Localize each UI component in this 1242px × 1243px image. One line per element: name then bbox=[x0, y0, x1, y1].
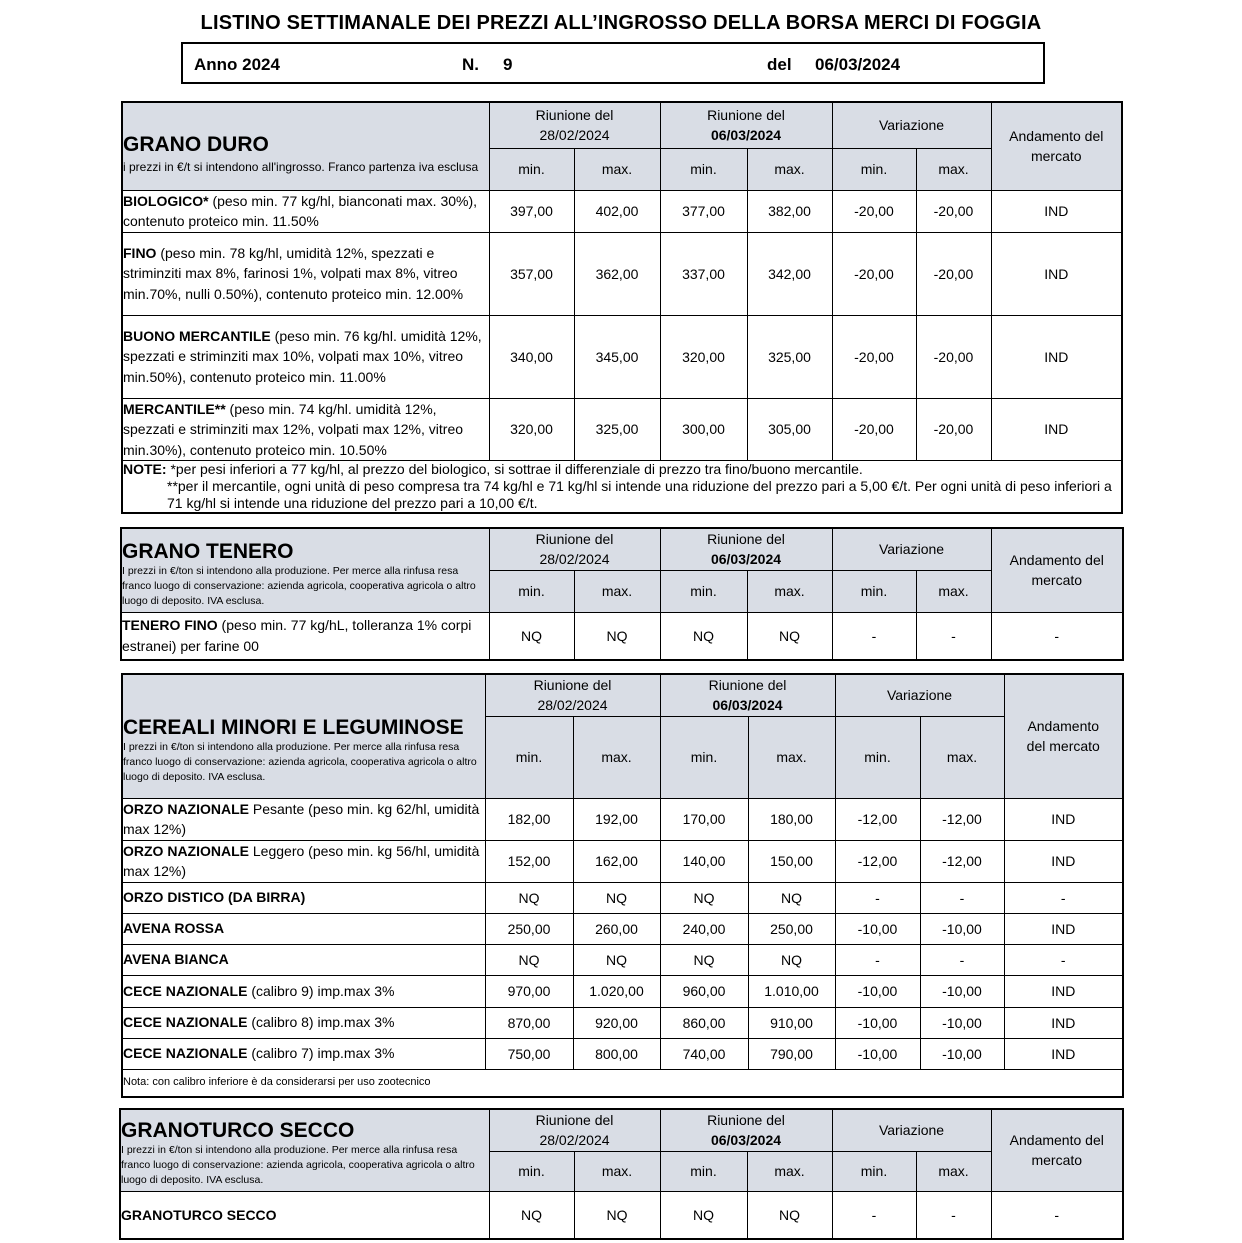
table-row bbox=[122, 398, 1122, 461]
table-row bbox=[122, 913, 1123, 944]
section-title: GRANO DURO bbox=[123, 133, 269, 157]
product-spec: (peso min. 78 kg/hl, umidità 12%, spezzati e striminziti max 8%, farinosi 1%, volpati max 8%, vitreo min.70%, nulli 0.50%), contenuto proteico min. 12.00% bbox=[123, 244, 464, 302]
product-description bbox=[122, 882, 485, 913]
table-row bbox=[122, 190, 1122, 232]
andamento: - bbox=[1004, 944, 1123, 975]
prezzo-curr-max: NQ bbox=[747, 1191, 832, 1239]
riunione-prev-header: Riunione del 28/02/2024 bbox=[489, 528, 660, 570]
product-description bbox=[122, 840, 485, 882]
variazione-max: -10,00 bbox=[920, 1007, 1004, 1038]
table-row bbox=[122, 840, 1123, 882]
prezzo-curr-min: NQ bbox=[660, 612, 747, 660]
prezzo-curr-min: 140,00 bbox=[660, 840, 748, 882]
table-row bbox=[122, 975, 1123, 1007]
prezzo-prev-min: 320,00 bbox=[489, 398, 574, 461]
product-spec: (peso min. 74 kg/hl. umidità 12%, spezzati e striminziti max 12%, volpati max 12%, vitreo min.30%), contenuto proteico min. 10.50% bbox=[123, 400, 464, 458]
prezzo-prev-max: 402,00 bbox=[574, 190, 660, 232]
product-spec: (peso min. 77 kg/hl, bianconati max. 30%), contenuto proteico min. 11.50% bbox=[123, 192, 478, 229]
max-header: max. bbox=[916, 1151, 991, 1191]
prezzo-prev-min: NQ bbox=[485, 882, 573, 913]
prezzo-prev-min: 250,00 bbox=[485, 913, 573, 944]
granoturco-table bbox=[119, 1108, 1124, 1240]
max-header: max. bbox=[748, 716, 835, 798]
max-header: max. bbox=[916, 570, 991, 612]
variazione-min: -20,00 bbox=[832, 190, 916, 232]
table-row bbox=[122, 315, 1122, 398]
section-subtitle: I prezzi in €/ton si intendono alla produzione. Per merce alla rinfusa resa franco luogo di conservazione: azienda agricola, cooperativa agricola o altro luogo di deposito. IVA esclusa. bbox=[122, 564, 476, 607]
table-row bbox=[122, 944, 1123, 975]
product-name: FINO bbox=[123, 244, 157, 261]
variazione-max: -12,00 bbox=[920, 798, 1004, 840]
prezzo-curr-max: 250,00 bbox=[748, 913, 835, 944]
prezzo-curr-max: 382,00 bbox=[747, 190, 832, 232]
max-header: max. bbox=[574, 1151, 660, 1191]
min-header: min. bbox=[832, 570, 916, 612]
prezzo-curr-max: 342,00 bbox=[747, 232, 832, 315]
variazione-min: -20,00 bbox=[832, 398, 916, 461]
riunione-prev-header: Riunione del 28/02/2024 bbox=[489, 102, 660, 148]
variazione-max: -20,00 bbox=[916, 315, 991, 398]
prezzo-prev-min: NQ bbox=[485, 944, 573, 975]
prezzo-prev-min: 152,00 bbox=[485, 840, 573, 882]
product-name: CECE NAZIONALE bbox=[123, 1045, 248, 1062]
product-name: GRANOTURCO SECCO bbox=[121, 1206, 277, 1223]
product-name: ORZO DISTICO (DA BIRRA) bbox=[123, 889, 306, 906]
min-header: min. bbox=[485, 716, 573, 798]
prezzo-curr-max: 325,00 bbox=[747, 315, 832, 398]
variazione-max: - bbox=[916, 1191, 991, 1239]
bulletin-header bbox=[181, 42, 1045, 84]
riunione-curr-header: Riunione del 06/03/2024 bbox=[660, 102, 832, 148]
min-header: min. bbox=[832, 148, 916, 190]
product-name: CECE NAZIONALE bbox=[123, 982, 248, 999]
product-spec: (calibro 8) imp.max 3% bbox=[247, 1014, 395, 1031]
variazione-max: - bbox=[920, 944, 1004, 975]
product-description bbox=[122, 1007, 485, 1038]
section-title: GRANO TENERO bbox=[122, 539, 294, 563]
section-subtitle: i prezzi in €/t si intendono all'ingrosso. Franco partenza iva esclusa bbox=[123, 160, 479, 175]
prezzo-prev-min: 340,00 bbox=[489, 315, 574, 398]
prezzo-prev-min: 357,00 bbox=[489, 232, 574, 315]
prezzo-prev-max: NQ bbox=[574, 1191, 660, 1239]
variazione-min: - bbox=[832, 612, 916, 660]
product-spec: (calibro 7) imp.max 3% bbox=[247, 1045, 395, 1062]
note-calibro: Nota: con calibro inferiore è da considerarsi per uso zootecnico bbox=[122, 1069, 1123, 1097]
variazione-max: -10,00 bbox=[920, 1038, 1004, 1069]
prezzo-curr-max: 790,00 bbox=[748, 1038, 835, 1069]
section-header bbox=[122, 102, 489, 190]
prezzo-prev-min: 870,00 bbox=[485, 1007, 573, 1038]
riunione-curr-header: Riunione del 06/03/2024 bbox=[660, 1109, 832, 1151]
prezzo-prev-max: NQ bbox=[573, 882, 660, 913]
product-description bbox=[122, 798, 485, 840]
variazione-min: - bbox=[835, 882, 920, 913]
prezzo-prev-max: NQ bbox=[574, 612, 660, 660]
product-description bbox=[122, 232, 489, 315]
table-row bbox=[120, 1191, 1123, 1239]
variazione-max: -20,00 bbox=[916, 398, 991, 461]
prezzo-curr-max: 305,00 bbox=[747, 398, 832, 461]
prezzo-prev-max: 800,00 bbox=[573, 1038, 660, 1069]
min-header: min. bbox=[835, 716, 920, 798]
prezzo-prev-min: NQ bbox=[489, 612, 574, 660]
variazione-min: -20,00 bbox=[832, 232, 916, 315]
prezzo-prev-min: 970,00 bbox=[485, 975, 573, 1007]
variazione-min: - bbox=[832, 1191, 916, 1239]
prezzo-prev-max: 325,00 bbox=[574, 398, 660, 461]
variazione-min: - bbox=[835, 944, 920, 975]
max-header: max. bbox=[573, 716, 660, 798]
variazione-max: -20,00 bbox=[916, 232, 991, 315]
product-name: BUONO MERCANTILE bbox=[123, 327, 271, 344]
min-header: min. bbox=[489, 1151, 574, 1191]
product-description bbox=[122, 1038, 485, 1069]
table-row bbox=[122, 1007, 1123, 1038]
cereali-minori-table bbox=[121, 673, 1124, 1098]
variazione-min: -12,00 bbox=[835, 798, 920, 840]
product-name: TENERO FINO bbox=[122, 617, 218, 634]
prezzo-prev-max: 192,00 bbox=[573, 798, 660, 840]
section-header bbox=[121, 528, 489, 612]
andamento: IND bbox=[1004, 798, 1123, 840]
product-name: CECE NAZIONALE bbox=[123, 1014, 248, 1031]
prezzo-curr-min: 170,00 bbox=[660, 798, 748, 840]
prezzo-prev-max: 345,00 bbox=[574, 315, 660, 398]
variazione-min: -10,00 bbox=[835, 913, 920, 944]
max-header: max. bbox=[574, 570, 660, 612]
product-name: AVENA ROSSA bbox=[123, 920, 225, 937]
section-subtitle: I prezzi in €/ton si intendono alla produzione. Per merce alla rinfusa resa franco luogo di conservazione: azienda agricola, cooperativa agricola o altro luogo di deposito. IVA esclusa. bbox=[121, 1143, 475, 1186]
product-description bbox=[122, 315, 489, 398]
prezzo-curr-max: 1.010,00 bbox=[748, 975, 835, 1007]
variazione-header: Variazione bbox=[832, 102, 991, 148]
prezzo-curr-min: 740,00 bbox=[660, 1038, 748, 1069]
min-header: min. bbox=[832, 1151, 916, 1191]
andamento: IND bbox=[1004, 913, 1123, 944]
prezzo-prev-min: 182,00 bbox=[485, 798, 573, 840]
product-description bbox=[122, 944, 485, 975]
product-spec: (peso min. 77 kg/hL, tolleranza 1% corpi estranei) per farine 00 bbox=[122, 617, 472, 654]
variazione-max: -20,00 bbox=[916, 190, 991, 232]
prezzo-curr-min: 300,00 bbox=[660, 398, 747, 461]
product-description bbox=[122, 190, 489, 232]
grano-tenero-table bbox=[120, 527, 1124, 661]
product-description bbox=[122, 398, 489, 461]
min-header: min. bbox=[489, 570, 574, 612]
min-header: min. bbox=[660, 1151, 747, 1191]
notes: NOTE: *per pesi inferiori a 77 kg/hl, al prezzo del biologico, si sottrae il differenziale di prezzo tra fino/buono mercantile. **per il mercantile, ogni unità di peso compresa tra 74 kg/hl e 71 kg/hl si intende una riduzione del prezzo pari a 5,00 €/t. Per ogni unità di peso inferiori a 71 kg/hl si intende una riduzione del prezzo pari a 10,00 €/t. bbox=[122, 461, 1122, 514]
andamento-header: Andamento del mercato bbox=[991, 102, 1122, 190]
product-spec: (peso min. 76 kg/hl. umidità 12%, spezzati e striminziti max 10%, volpati max 10%, vitreo min.50%), contenuto proteico min. 11.00% bbox=[123, 327, 482, 385]
max-header: max. bbox=[574, 148, 660, 190]
min-header: min. bbox=[660, 716, 748, 798]
prezzo-curr-min: 377,00 bbox=[660, 190, 747, 232]
table-row bbox=[122, 798, 1123, 840]
riunione-prev-header: Riunione del 28/02/2024 bbox=[485, 674, 660, 716]
variazione-max: -10,00 bbox=[920, 975, 1004, 1007]
prezzo-curr-min: NQ bbox=[660, 1191, 747, 1239]
andamento: IND bbox=[991, 232, 1122, 315]
andamento: IND bbox=[1004, 1038, 1123, 1069]
numero-value: 9 bbox=[503, 55, 513, 74]
variazione-min: -10,00 bbox=[835, 1038, 920, 1069]
variazione-min: -20,00 bbox=[832, 315, 916, 398]
variazione-max: -12,00 bbox=[920, 840, 1004, 882]
variazione-header: Variazione bbox=[835, 674, 1004, 716]
min-header: min. bbox=[489, 148, 574, 190]
min-header: min. bbox=[660, 148, 747, 190]
prezzo-curr-max: 150,00 bbox=[748, 840, 835, 882]
andamento-header: Andamento del mercato bbox=[991, 1109, 1123, 1191]
andamento: IND bbox=[1004, 975, 1123, 1007]
prezzo-curr-min: 337,00 bbox=[660, 232, 747, 315]
prezzo-prev-max: 362,00 bbox=[574, 232, 660, 315]
prezzo-curr-max: 180,00 bbox=[748, 798, 835, 840]
page-title: LISTINO SETTIMANALE DEI PREZZI ALL’INGROSSO DELLA BORSA MERCI DI FOGGIA bbox=[200, 12, 1042, 34]
section-title: GRANOTURCO SECCO bbox=[121, 1118, 355, 1142]
prezzo-curr-max: NQ bbox=[748, 944, 835, 975]
andamento: IND bbox=[991, 398, 1122, 461]
product-description bbox=[122, 975, 485, 1007]
andamento: - bbox=[991, 612, 1123, 660]
note-mercantile: **per il mercantile, ogni unità di peso compresa tra 74 kg/hl e 71 kg/hl si intende una riduzione del prezzo pari a 5,00 €/t. Per ogni unità di peso inferiori a 71 kg/hl si intende una riduzione del prezzo pari a 10,00 €/t. bbox=[167, 478, 1112, 511]
variazione-header: Variazione bbox=[832, 1109, 991, 1151]
max-header: max. bbox=[920, 716, 1004, 798]
product-name: ORZO NAZIONALE bbox=[123, 842, 249, 859]
andamento: IND bbox=[1004, 840, 1123, 882]
section-header bbox=[120, 1109, 489, 1191]
prezzo-curr-min: 860,00 bbox=[660, 1007, 748, 1038]
andamento: IND bbox=[1004, 1007, 1123, 1038]
prezzo-curr-min: NQ bbox=[660, 944, 748, 975]
riunione-curr-header: Riunione del 06/03/2024 bbox=[660, 674, 835, 716]
prezzo-curr-max: NQ bbox=[748, 882, 835, 913]
prezzo-prev-max: NQ bbox=[573, 944, 660, 975]
product-name: AVENA BIANCA bbox=[123, 951, 229, 968]
max-header: max. bbox=[747, 148, 832, 190]
riunione-curr-header: Riunione del 06/03/2024 bbox=[660, 528, 832, 570]
max-header: max. bbox=[916, 148, 991, 190]
prezzo-prev-min: 397,00 bbox=[489, 190, 574, 232]
riunione-prev-header: Riunione del 28/02/2024 bbox=[489, 1109, 660, 1151]
andamento-header: Andamento del mercato bbox=[991, 528, 1123, 612]
table-row bbox=[122, 882, 1123, 913]
prezzo-curr-min: 960,00 bbox=[660, 975, 748, 1007]
andamento: - bbox=[1004, 882, 1123, 913]
prezzo-curr-min: 320,00 bbox=[660, 315, 747, 398]
variazione-min: -10,00 bbox=[835, 975, 920, 1007]
section-header bbox=[122, 674, 485, 798]
section-subtitle: I prezzi in €/ton si intendono alla produzione. Per merce alla rinfusa resa franco luogo di conservazione: azienda agricola, cooperativa agricola o altro luogo di deposito. IVA esclusa. bbox=[123, 740, 477, 783]
product-name: ORZO NAZIONALE bbox=[123, 800, 249, 817]
prezzo-curr-min: 240,00 bbox=[660, 913, 748, 944]
andamento: IND bbox=[991, 315, 1122, 398]
variazione-max: - bbox=[916, 612, 991, 660]
del-label: del bbox=[767, 55, 792, 74]
variazione-max: - bbox=[920, 882, 1004, 913]
product-name: BIOLOGICO* bbox=[123, 192, 209, 209]
grano-duro-table bbox=[121, 101, 1123, 514]
prezzo-curr-max: 910,00 bbox=[748, 1007, 835, 1038]
max-header: max. bbox=[747, 1151, 832, 1191]
prezzo-prev-max: 920,00 bbox=[573, 1007, 660, 1038]
variazione-min: -10,00 bbox=[835, 1007, 920, 1038]
product-spec: (calibro 9) imp.max 3% bbox=[247, 982, 395, 999]
prezzo-curr-min: NQ bbox=[660, 882, 748, 913]
product-description bbox=[120, 1191, 489, 1239]
variazione-max: -10,00 bbox=[920, 913, 1004, 944]
andamento: - bbox=[991, 1191, 1123, 1239]
product-spec: Pesante (peso min. kg 62/hl, umidità max 12%) bbox=[123, 800, 480, 837]
andamento-header: Andamento del mercato bbox=[1004, 674, 1123, 798]
date-value: 06/03/2024 bbox=[815, 55, 901, 74]
prezzo-prev-min: NQ bbox=[489, 1191, 574, 1239]
product-name: MERCANTILE** bbox=[123, 400, 226, 417]
prezzo-curr-max: NQ bbox=[747, 612, 832, 660]
table-row bbox=[122, 1038, 1123, 1069]
numero-label: N. bbox=[462, 55, 479, 74]
section-title: CEREALI MINORI E LEGUMINOSE bbox=[123, 715, 464, 739]
prezzo-prev-max: 260,00 bbox=[573, 913, 660, 944]
product-spec: Leggero (peso min. kg 56/hl, umidità max 12%) bbox=[123, 842, 480, 879]
prezzo-prev-max: 1.020,00 bbox=[573, 975, 660, 1007]
variazione-min: -12,00 bbox=[835, 840, 920, 882]
variazione-header: Variazione bbox=[832, 528, 991, 570]
table-row bbox=[122, 232, 1122, 315]
min-header: min. bbox=[660, 570, 747, 612]
prezzo-prev-min: 750,00 bbox=[485, 1038, 573, 1069]
prezzo-prev-max: 162,00 bbox=[573, 840, 660, 882]
max-header: max. bbox=[747, 570, 832, 612]
table-row bbox=[121, 612, 1123, 660]
product-description bbox=[121, 612, 489, 660]
andamento: IND bbox=[991, 190, 1122, 232]
anno-label: Anno 2024 bbox=[194, 55, 280, 74]
product-description bbox=[122, 913, 485, 944]
